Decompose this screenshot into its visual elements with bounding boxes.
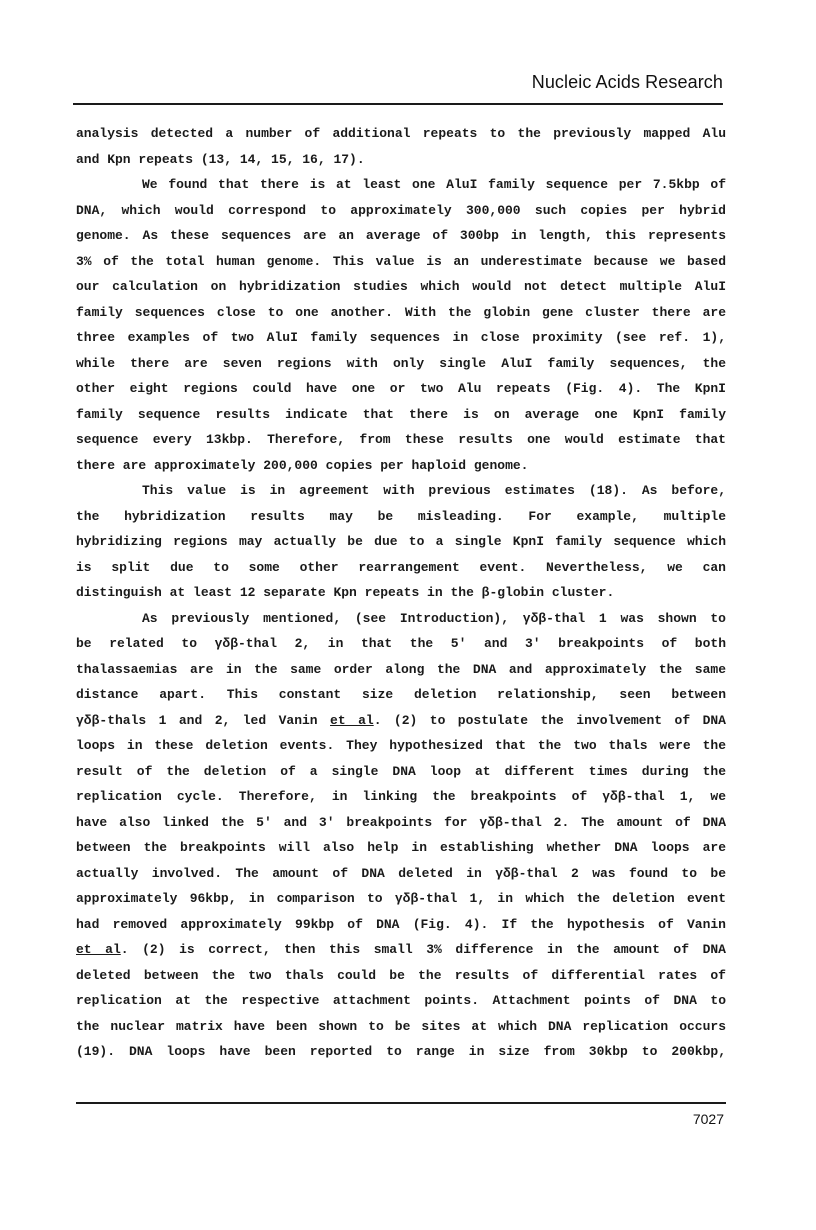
text-line: approximately 96kbp, in comparison to γδβ-thal 1, in which the deletion event: [76, 891, 726, 906]
text-segment: . (2) to postulate the involvement of DNA: [373, 712, 726, 728]
text-line: hybridizing regions may actually be due to a single KpnI family sequence which: [76, 534, 726, 549]
text-segment: γδβ-thals 1 and 2, led Vanin: [76, 712, 331, 728]
text-line: is split due to some other rearrangement event. Nevertheless, we can: [76, 559, 726, 575]
text-line: distinguish at least 12 separate Kpn repeats in the β-globin cluster.: [76, 585, 615, 600]
text-line: have also linked the 5' and 3' breakpoints for γδβ-thal 2. The amount of DNA: [76, 814, 726, 830]
page-number: 7027: [692, 1111, 724, 1127]
text-line: DNA, which would correspond to approximately 300,000 such copies per hybrid: [76, 202, 726, 218]
text-line: the hybridization results may be misleading. For example, multiple: [76, 508, 726, 524]
text-line: family sequences close to one another. With the globin gene cluster there are: [76, 304, 726, 320]
text-line: between the breakpoints will also help in establishing whether DNA loops are: [76, 840, 726, 855]
journal-name: Nucleic Acids Research: [531, 72, 723, 92]
citation-et-al: et al: [330, 712, 374, 728]
text-line: replication cycle. Therefore, in linking the breakpoints of γδβ-thal 1, we: [76, 789, 726, 804]
text-line: be related to γδβ-thal 2, in that the 5' and 3' breakpoints of both: [76, 636, 726, 651]
text-line: replication at the respective attachment points. Attachment points of DNA to: [76, 993, 726, 1008]
text-segment: . (2) is correct, then this small 3% difference in the amount of DNA: [120, 942, 726, 957]
text-line: distance apart. This constant size deletion relationship, seen between: [76, 687, 726, 702]
text-line: As previously mentioned, (see Introduction), γδβ-thal 1 was shown to: [142, 610, 726, 626]
text-line: there are approximately 200,000 copies per haploid genome.: [76, 457, 529, 473]
text-line: result of the deletion of a single DNA loop at different times during the: [76, 763, 726, 779]
text-line: other eight regions could have one or two Alu repeats (Fig. 4). The KpnI: [76, 381, 726, 396]
body-text: [76, 121, 726, 1065]
text-line: our calculation on hybridization studies which would not detect multiple AluI: [76, 279, 726, 294]
text-line: family sequence results indicate that there is on average one KpnI family: [76, 406, 726, 422]
text-line: three examples of two AluI family sequences in close proximity (see ref. 1),: [76, 330, 726, 345]
text-line: We found that there is at least one AluI family sequence per 7.5kbp of: [142, 177, 726, 192]
text-line: while there are seven regions with only single AluI family sequences, the: [76, 355, 726, 371]
footer-rule: [76, 1102, 726, 1104]
text-line: deleted between the two thals could be the results of differential rates of: [76, 967, 726, 983]
text-line: [76, 937, 726, 963]
text-line: thalassaemias are in the same order along the DNA and approximately the same: [76, 661, 726, 677]
text-line: [76, 708, 726, 734]
text-line: genome. As these sequences are an average of 300bp in length, this represents: [76, 228, 726, 243]
text-line: analysis detected a number of additional repeats to the previously mapped Alu: [76, 126, 726, 141]
text-line: 3% of the total human genome. This value is an underestimate because we based: [76, 253, 726, 269]
text-line: (19). DNA loops have been reported to range in size from 30kbp to 200kbp,: [76, 1044, 726, 1059]
text-line: had removed approximately 99kbp of DNA (Fig. 4). If the hypothesis of Vanin: [76, 916, 726, 932]
text-line: and Kpn repeats (13, 14, 15, 16, 17).: [76, 151, 365, 167]
text-line: the nuclear matrix have been shown to be sites at which DNA replication occurs: [76, 1018, 726, 1034]
citation-et-al: et al: [76, 942, 121, 957]
header-rule: [73, 103, 723, 105]
text-line: sequence every 13kbp. Therefore, from these results one would estimate that: [76, 432, 726, 447]
text-line: actually involved. The amount of DNA deleted in γδβ-thal 2 was found to be: [76, 865, 726, 881]
text-line: This value is in agreement with previous estimates (18). As before,: [142, 483, 726, 498]
text-line: loops in these deletion events. They hypothesized that the two thals were the: [76, 738, 726, 753]
